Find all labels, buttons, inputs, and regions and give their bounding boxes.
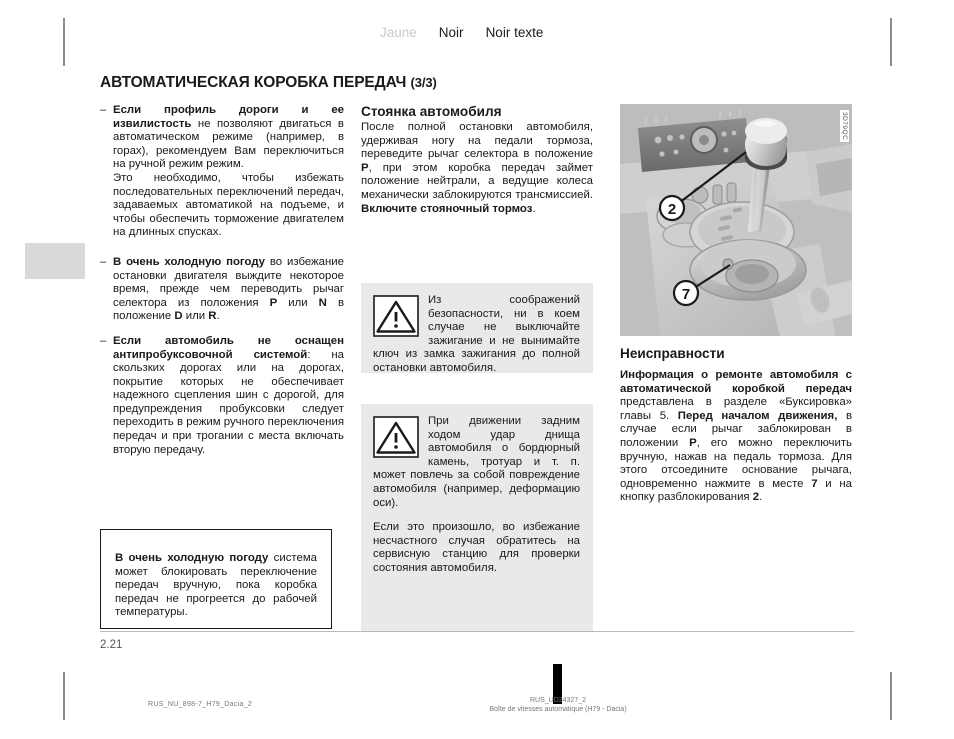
bullet-lead-bold: Если профиль дороги и ее извилистость (113, 104, 344, 130)
text-column-1 (100, 104, 344, 468)
faults-text-4: и на кнопку разблокирования (620, 477, 852, 504)
bullet-paragraph (113, 256, 344, 324)
bullet-lead-bold: В очень холодную погоду (113, 255, 266, 268)
colorbar-label-noir: Noir (438, 24, 464, 40)
bullet-rest-5: . (216, 310, 220, 323)
bullet-paragraph-2: Это необходимо, чтобы избежать последовательных переключений передач, задаваемых автоматикой на подъеме, и чтобы обеспечить торможение двигателем на длинных спусках. (113, 171, 344, 239)
page-number: 2.21 (100, 639, 123, 651)
bullet-rest: не позволяют двигаться в автоматическом режиме (например, в горах), рекомендуем Вам переключиться на ручной режим режим. (113, 117, 344, 171)
warning-triangle-icon (373, 416, 419, 458)
warning-box-ignition (361, 283, 593, 373)
faults-text-5: . (759, 491, 763, 504)
faults-body-paragraph (620, 369, 852, 505)
faults-bold-2: Перед началом движения, (677, 409, 838, 422)
parking-brake-bold: Включите стояночный тормоз (361, 202, 533, 215)
gear-selector-illustration (620, 104, 852, 336)
page-title (100, 74, 437, 92)
callout-ref-2: 2 (752, 491, 760, 504)
bullet-paragraph (113, 335, 344, 457)
section-heading-faults: Неисправности (620, 346, 725, 361)
footer-document-code: RUS_NU_898-7_H79_Dacia_2 (148, 701, 253, 708)
faults-text-1: представлена в разделе «Буксировка» главы 5. (620, 396, 852, 422)
colorbar-label-noir-texte: Noir texte (485, 24, 544, 40)
callout-ref-7: 7 (811, 477, 818, 490)
bullet-lead-bold: Если автомобиль не оснащен антипробуксовочной системой (113, 334, 344, 361)
bullet-rest: : на скользких дорогах или на дорогах, покрытие которых не обеспечивает надежного сцепления шин с дорогой, для предупреждения пробуксовки следует переходить в режим ручного переключения передач и при трогании с места включать вторую передачу. (113, 348, 344, 456)
text-column-3 (620, 346, 852, 505)
warning-text-reversing-1: При движении задним ходом удар днища автомобиля о бордюрный камень, тротуар и т. п. может повлечь за собой повреждение автомобиля (например, деформацию оси). (373, 415, 580, 509)
parking-text-2: , при этом коробка передач займет положение нейтрали, а ведущие колеса механически заблокируются трансмиссией. (361, 161, 593, 201)
gear-label-p: P (689, 436, 697, 449)
cold-weather-note-box (100, 529, 332, 629)
text-column-2 (361, 104, 593, 216)
faults-text-3: , его можно переключить вручную, нажав на педаль тормоза. Для этого отсоедините основание рычага, одновременно нажмите в месте (620, 436, 852, 490)
cold-weather-note-lead: В очень холодную погоду (115, 552, 269, 564)
page-title-pagination: (3/3) (410, 75, 437, 90)
parking-body-paragraph (361, 121, 593, 216)
bullet-rest-2: или (277, 296, 319, 309)
gear-label-p: P (269, 296, 278, 309)
print-colorbar (380, 20, 610, 44)
footer-divider (100, 631, 854, 632)
parking-text-3: . (532, 202, 536, 215)
bullet-dash: – (100, 104, 107, 116)
warning-text-reversing-2: Если это произошло, во избежание несчастного случая обратитесь на сервисную станцию для проверки состояния автомобиля. (373, 521, 580, 574)
svg-text:2: 2 (667, 201, 677, 218)
gear-label-r: R (208, 310, 217, 323)
crop-mark-bottom-right (890, 672, 892, 720)
cold-weather-note-rest: система может блокировать переключение передач вручную, пока коробка передач не прогреется до рабочей температуры. (115, 552, 317, 619)
footer-publication-info (388, 696, 728, 714)
crop-mark-bottom-left (63, 672, 65, 720)
footer-publication-title: Boîte de vitesses automatique (H79 - Dacia) (489, 706, 627, 713)
warning-triangle-icon (373, 295, 419, 337)
warning-box-reversing (361, 404, 593, 632)
svg-text:7: 7 (681, 286, 691, 303)
page-title-main: АВТОМАТИЧЕСКАЯ КОРОБКА ПЕРЕДАЧ (100, 74, 407, 91)
crop-mark-top-left (63, 18, 65, 66)
bullet-paragraph (113, 104, 344, 172)
bullet-item (100, 335, 344, 457)
bullet-rest-3: в положение (113, 296, 344, 323)
bullet-dash: – (100, 334, 107, 347)
warning-text-ignition: Из соображений безопасности, ни в коем случае не выключайте зажигание и не вынимайте ключ из замка зажигания до полной остановки автомобиля. (373, 294, 580, 374)
bullet-rest-4: или (182, 310, 209, 323)
illustration-reference-code: 3D79QC (841, 112, 848, 141)
section-heading-parking: Стоянка автомобиля (361, 104, 502, 119)
colorbar-label-jaune: Jaune (380, 24, 417, 40)
parking-text-1: После полной остановки автомобиля, удерживая ногу на педали тормоза, переведите рычаг селектора в положение (361, 121, 593, 161)
bullet-dash: – (100, 255, 107, 268)
bullet-item (100, 104, 344, 240)
faults-text-2: в случае если рычаг заблокирован в положении (620, 409, 853, 449)
bullet-rest: во избежание остановки двигателя выждите некоторое время, прежде чем переводить рычаг селектора из положения (113, 255, 344, 309)
gear-label-n: N (318, 296, 327, 309)
cold-weather-note-text (101, 530, 331, 620)
footer-publication-code: RUS_UD24327_2 (529, 697, 587, 704)
gear-label-p: P (361, 161, 369, 174)
faults-bold-1: Информация о ремонте автомобиля с автоматической коробкой передач (620, 369, 852, 395)
gear-label-d: D (174, 310, 183, 323)
bullet-item (100, 256, 344, 324)
chapter-tab-marker (25, 243, 85, 279)
crop-mark-top-right (890, 18, 892, 66)
